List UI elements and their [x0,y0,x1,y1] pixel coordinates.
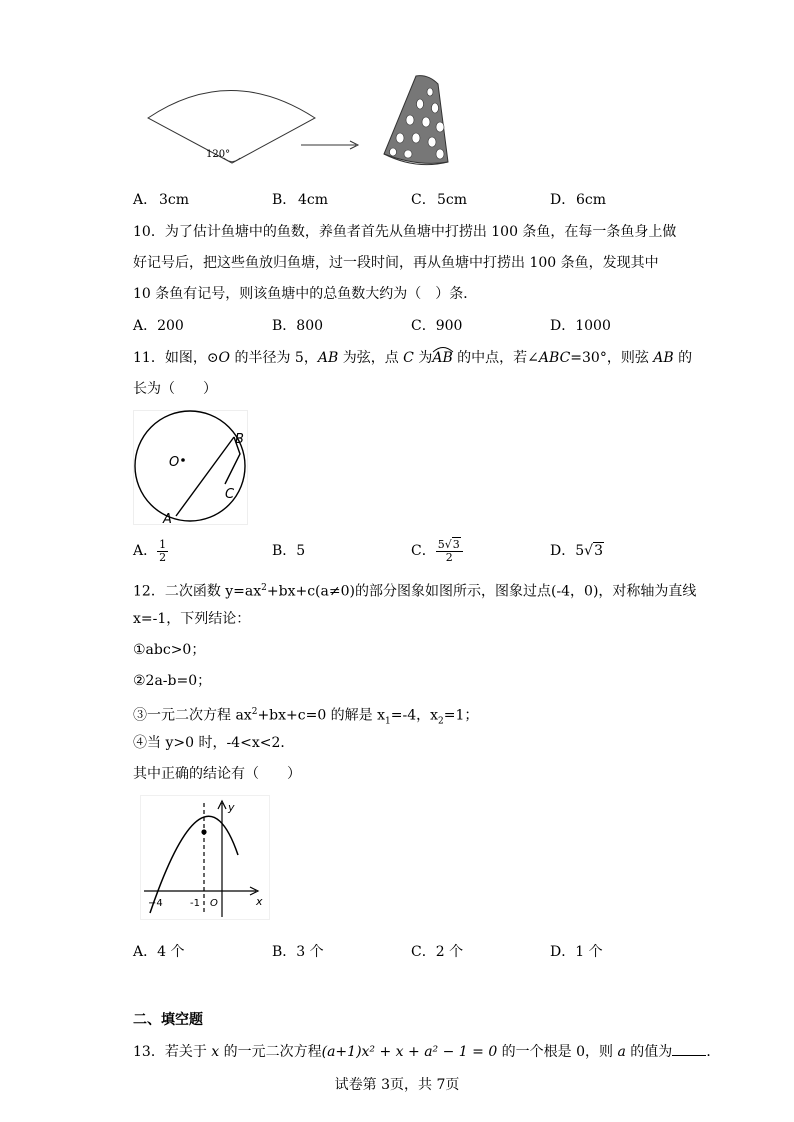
option-a[interactable]: A．4 个 [133,944,185,960]
option-d[interactable]: D．5√3 [550,543,603,559]
circle-figure [133,410,248,525]
q11-text: =30°，则弦 [570,350,654,366]
q12-conclusion-1: ①abc>0； [133,642,206,658]
option-a-value: 3cm [159,192,190,208]
q10-line-1: 10．为了估计鱼塘中的鱼数，养鱼者首先从鱼塘中打捞出 100 条鱼，在每一条鱼身上做 [133,224,677,240]
axis-label-x: x [256,895,263,908]
page-footer: 试卷第 3页，共 7页 [334,1077,460,1093]
arrow-figure [300,138,362,152]
option-d[interactable]: D．1000 [550,318,611,334]
q12-text: +bx+c(a≠0)的部分图象如图所示，图象过点(-4，0)，对称轴为直线 [266,583,697,600]
q12-line-2: x=-1，下列结论： [133,611,251,627]
q11-line-2: 长为（ ） [133,381,217,397]
option-b-label[interactable]: B． [272,192,297,208]
option-b-value: 4cm [298,192,329,208]
radicand: 3 [452,537,460,551]
label-a: A [163,512,172,525]
numerator: 1 [159,537,167,551]
q11-text: 11．如图，⊙ [133,350,219,366]
superscript: 2 [251,707,258,717]
option-a-label[interactable]: A． [133,192,158,208]
fraction-five-root-three-over-two [436,539,463,564]
q10-line-2: 好记号后，把这些鱼放归鱼塘，过一段时间，再从鱼塘中打捞出 100 条鱼，发现其中 [133,255,659,271]
label-o: O [169,455,180,470]
q12-text: ③一元二次方程 ax [133,707,252,724]
q12-conclusion-4: ④当 y>0 时，-4<x<2． [133,735,295,751]
q12-text: =-4，x [390,707,439,724]
q11-text: 的 [673,350,693,366]
option-d-label: D．5 [550,543,585,559]
label-b: B [235,432,244,447]
section-heading: 二、填空题 [133,1012,203,1028]
q11-var-o: O [218,350,231,366]
q11-text: 为弦，点 [338,350,404,366]
q12-conclusion-3 [133,702,478,731]
q13-text: 13．若关于 [133,1044,212,1060]
parabola-figure [140,795,270,920]
option-b[interactable]: B．5 [272,543,306,559]
answer-blank[interactable] [672,1041,706,1056]
option-c-label: C． [411,543,436,559]
origin-label: O [210,898,218,909]
q11-text: 的半径为 5， [230,350,318,366]
axis-label-y: y [228,801,235,814]
denominator: 2 [445,550,453,564]
q11-text: 的中点，若∠ [452,350,539,366]
option-d-label[interactable]: D． [550,192,576,208]
option-c-label[interactable]: C． [411,192,436,208]
label-c: C [225,487,235,502]
q11-text: 为 [413,350,433,366]
option-c-value: 5cm [437,192,468,208]
q11-line-1 [133,348,692,368]
q12-text: =1； [443,707,479,724]
arc-mark [432,345,454,353]
angle-label: 120° [206,149,231,160]
q11-var-abc: ABC [538,350,571,366]
option-b[interactable]: B．800 [272,318,324,334]
subscript: 2 [438,716,444,727]
subscript: 1 [385,716,391,727]
q12-conclusion-2: ②2a-b=0； [133,673,212,689]
fraction-one-half [157,539,168,564]
option-a[interactable] [133,538,168,564]
denominator: 2 [159,550,167,564]
option-c[interactable] [411,538,463,564]
option-c[interactable]: C．2 个 [411,944,464,960]
option-a[interactable]: A．200 [133,318,184,334]
arc-ab-symbol [432,348,452,368]
tick-neg4: −4 [148,898,163,909]
q12-text: 12．二次函数 y=ax [133,583,262,600]
coefficient: 5 [437,537,445,551]
q11-var-ab: AB [653,350,674,366]
q12-line-1 [133,578,696,602]
numerator: 5√3 [436,539,463,552]
q10-line-3: 10 条鱼有记号，则该鱼塘中的总鱼数大约为（ ）条． [133,286,478,302]
q11-var-arc-ab: AB [432,350,453,366]
q13-text: 的一元二次方程 [219,1044,322,1060]
q12-question: 其中正确的结论有（ ） [133,766,301,782]
q13-text: 的一个根是 0，则 [497,1044,618,1060]
q12-text: +bx+c=0 的解是 x [257,707,386,724]
option-d-value: 6cm [576,192,607,208]
option-a-label: A． [133,543,158,559]
option-d[interactable]: D．1 个 [550,944,603,960]
q13-var-a: a [617,1044,626,1060]
radicand: 3 [594,543,603,559]
sector-figure [140,85,340,170]
option-b[interactable]: B．3 个 [272,944,324,960]
q13-equation: (a+1)x² + x + a² − 1 = 0 [321,1044,498,1060]
q13-text: ． [706,1044,721,1060]
cone-figure [378,72,458,172]
q13-text: 的值为 [625,1044,673,1060]
option-c[interactable]: C．900 [411,318,463,334]
q13-line [133,1041,720,1062]
q11-var-ab: AB [317,350,339,366]
superscript: 2 [261,583,267,593]
tick-neg1: -1 [190,898,200,909]
q13-var-x: x [211,1044,220,1060]
q11-var-c: C [403,350,414,366]
